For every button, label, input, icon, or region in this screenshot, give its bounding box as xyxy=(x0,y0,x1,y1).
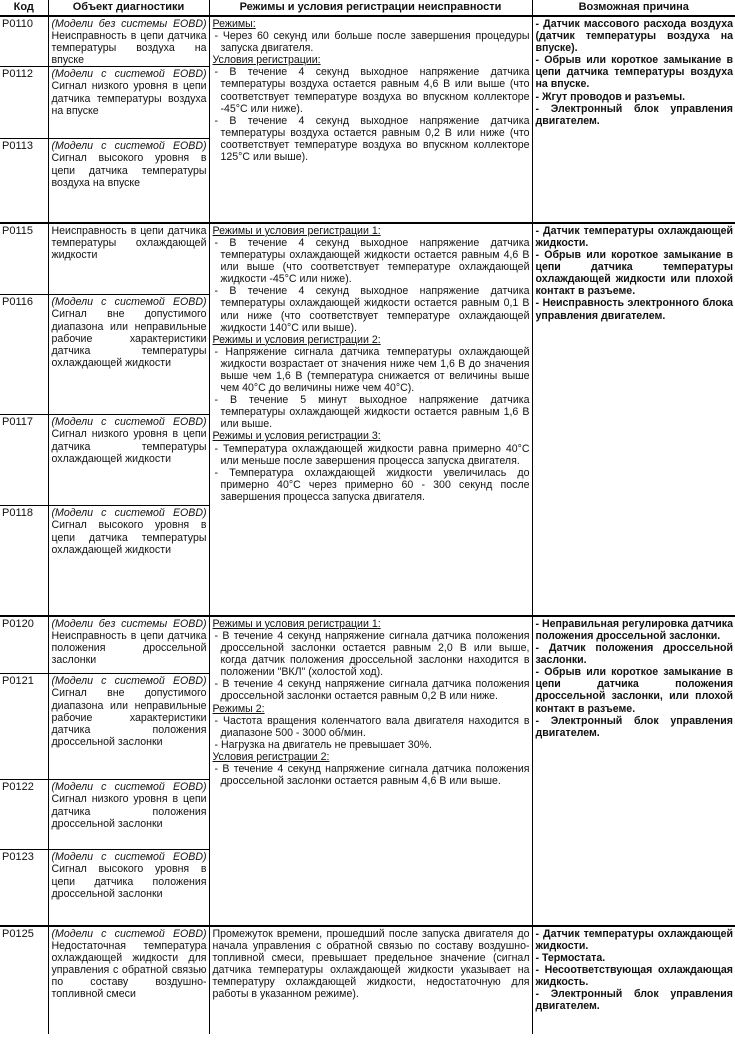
header-code: Код xyxy=(0,0,48,16)
object-text: Неисправность в цепи датчика температуры воздуха на впуске xyxy=(51,30,207,67)
object-cell xyxy=(48,926,209,1034)
table-row xyxy=(0,616,735,674)
object-text: Сигнал низкого уровня в цепи датчика положения дроссельной заслонки xyxy=(51,793,207,830)
code-cell: P0125 xyxy=(0,926,48,1034)
model-note: (Модели с системой EOBD) xyxy=(51,296,207,309)
condition-title: Режимы 2: xyxy=(212,702,265,715)
cause-item: - Датчик температуры охлаждающей жидкости. xyxy=(535,927,733,952)
cause-item: - Датчик температуры охлаждающей жидкости. xyxy=(535,224,733,249)
code-cell: P0120 xyxy=(0,616,48,674)
cause-cell xyxy=(532,16,735,223)
object-text: Сигнал вне допустимого диапазона или неправильные рабочие характеристики датчика положения дроссельной заслонки xyxy=(51,687,207,748)
code-cell: P0110 xyxy=(0,16,48,67)
model-note: (Модели с системой EOBD) xyxy=(51,675,207,688)
cause-item: - Несоответствующая охлаждающая жидкость. xyxy=(535,964,733,989)
condition-item: - Напряжение сигнала датчика температуры охлаждающей жидкости возрастает от значения ниже чем 1,6 В до значения выше чем 1,6 В (температура снижается от величины выше чем 40°С до величины ниже чем 40°С). xyxy=(214,345,530,395)
object-cell xyxy=(48,780,209,850)
condition-title: Условия регистрации: xyxy=(212,54,321,67)
condition-title: Условия регистрации 2: xyxy=(212,750,330,763)
model-note: (Модели без системы EOBD) xyxy=(51,18,207,30)
object-text: Сигнал высокого уровня в цепи датчика температуры воздуха на впуске xyxy=(51,152,207,189)
condition-title: Режимы и условия регистрации 3: xyxy=(212,430,381,443)
cause-cell xyxy=(532,926,735,1034)
cause-item: - Электронный блок управления двигателем. xyxy=(535,714,733,739)
object-text: Сигнал высокого уровня в цепи датчика температуры охлаждающей жидкости xyxy=(51,519,207,556)
object-cell xyxy=(48,67,209,139)
condition-item: - Температура охлаждающей жидкости равна примерно 40°С или меньше после завершения процесса запуска двигателя. xyxy=(214,442,530,467)
object-cell xyxy=(48,616,209,674)
cause-item: - Электронный блок управления двигателем. xyxy=(535,988,733,1013)
cause-item: - Электронный блок управления двигателем. xyxy=(535,102,733,127)
object-text: Неисправность в цепи датчика температуры охлаждающей жидкости xyxy=(51,224,207,262)
conditions-cell xyxy=(209,223,532,616)
code-cell: P0116 xyxy=(0,295,48,415)
code-cell: P0123 xyxy=(0,850,48,926)
condition-title: Режимы и условия регистрации 1: xyxy=(212,224,381,237)
condition-item: - В течение 4 секунд напряжение сигнала датчика положения дроссельной заслонки остается равным 2,0 В или выше, когда датчик положения дроссельной заслонки находится в положении "ВКЛ" (холостой ход). xyxy=(214,629,530,679)
cause-item: - Неправильная регулировка датчика положения дроссельной заслонки. xyxy=(535,617,733,642)
object-text: Неисправность в цепи датчика положения дроссельной заслонки xyxy=(51,629,207,667)
model-note: (Модели с системой EOBD) xyxy=(51,781,207,794)
object-text: Сигнал низкого уровня в цепи датчика температуры воздуха на впуске xyxy=(51,80,207,117)
cause-item: - Обрыв или короткое замыкание в цепи датчика положения дроссельной заслонки, или плохой контакт в разъеме. xyxy=(535,666,733,715)
conditions-cell xyxy=(209,16,532,223)
object-cell xyxy=(48,295,209,415)
condition-text: Промежуток времени, прошедший после запуска двигателя до начала управления с обратной связью по составу воздушно-топливной смеси, превышает предельное значение (сигнал датчика температуры охлаждающей жидкости указывает на температуру охлаждающей жидкости, недостаточную для работы в указанном режиме). xyxy=(212,927,530,1001)
conditions-cell xyxy=(209,616,532,926)
object-cell xyxy=(48,139,209,223)
object-text: Сигнал высокого уровня в цепи датчика положения дроссельной заслонки xyxy=(51,863,207,900)
table-row xyxy=(0,223,735,295)
cause-item: - Неисправность электронного блока управления двигателем. xyxy=(535,297,733,322)
code-cell: P0122 xyxy=(0,780,48,850)
conditions-cell xyxy=(209,926,532,1034)
condition-item: - В течение 4 секунд выходное напряжение датчика температуры воздуха остается равным 0,2 В или ниже (что соответствует температуре воздуха во впускном коллекторе 125°С или выше). xyxy=(214,114,530,164)
header-conditions: Режимы и условия регистрации неисправности xyxy=(209,0,532,16)
object-cell xyxy=(48,850,209,926)
code-cell: P0112 xyxy=(0,67,48,139)
code-cell: P0118 xyxy=(0,506,48,616)
condition-item: - В течение 4 секунд выходное напряжение датчика температуры охлаждающей жидкости остается равным 4,6 В или выше (что соответствует температуре охлаждающей жидкости -45°С или ниже). xyxy=(214,236,530,286)
condition-item: - В течение 5 минут выходное напряжение датчика температуры охлаждающей жидкости остается равным 1,6 В или выше. xyxy=(214,394,530,431)
object-text: Сигнал вне допустимого диапазона или неправильные рабочие характеристики датчика температуры охлаждающей жидкости xyxy=(51,308,207,369)
cause-item: - Термостата. xyxy=(535,952,606,965)
condition-item: - Через 60 секунд или больше после завершения процедуры запуска двигателя. xyxy=(214,30,530,55)
condition-item: - В течение 4 секунд выходное напряжение датчика температуры охлаждающей жидкости остается равным 0,1 В или ниже (что соответствует температуре охлаждающей жидкости 140°С или выше). xyxy=(214,285,530,334)
object-cell xyxy=(48,674,209,780)
model-note: (Модели с системой EOBD) xyxy=(51,140,207,153)
cause-item: - Обрыв или короткое замыкание в цепи датчика температуры охлаждающей жидкости или плохой контакт в разъеме. xyxy=(535,249,733,298)
model-note: (Модели с системой EOBD) xyxy=(51,507,207,520)
table-row xyxy=(0,926,735,1034)
object-cell xyxy=(48,16,209,67)
model-note: (Модели с системой EOBD) xyxy=(51,851,207,864)
object-text: Недостаточная температура охлаждающей жидкости для управления с обратной связью по составу воздушно-топливной смеси xyxy=(51,939,207,1001)
model-note: (Модели с системой EOBD) xyxy=(51,68,207,81)
code-cell: P0117 xyxy=(0,415,48,506)
table-header-row xyxy=(0,0,735,16)
object-text: Сигнал низкого уровня в цепи датчика температуры охлаждающей жидкости xyxy=(51,428,207,465)
cause-cell xyxy=(532,223,735,616)
condition-item: - Нагрузка на двигатель не превышает 30%. xyxy=(214,738,432,751)
code-cell: P0115 xyxy=(0,223,48,295)
condition-item: - Частота вращения коленчатого вала двигателя находится в диапазоне 500 - 3000 об/мин. xyxy=(214,714,530,739)
cause-item: - Датчик массового расхода воздуха (датчик температуры воздуха на впуске). xyxy=(535,18,733,55)
object-cell xyxy=(48,223,209,295)
condition-item: - В течение 4 секунд выходное напряжение датчика температуры воздуха остается равным 4,6 В или выше (что соответствует температуре воздуха во впускном коллекторе -45°С или ниже). xyxy=(214,66,530,115)
condition-title: Режимы: xyxy=(212,18,256,30)
cause-item: - Датчик положения дроссельной заслонки. xyxy=(535,642,733,667)
code-cell: P0113 xyxy=(0,139,48,223)
model-note: (Модели с системой EOBD) xyxy=(51,927,207,940)
condition-item: - В течение 4 секунд напряжение сигнала датчика положения дроссельной заслонки остается равным 4,6 В или выше. xyxy=(214,763,530,788)
condition-title: Режимы и условия регистрации 2: xyxy=(212,333,381,346)
condition-item: - Температура охлаждающей жидкости увеличилась до примерно 40°С через примерно 60 - 300 секунд после завершения процесса запуска двигателя. xyxy=(214,466,530,503)
object-cell xyxy=(48,415,209,506)
model-note: (Модели без системы EOBD) xyxy=(51,617,207,630)
header-object: Объект диагностики xyxy=(48,0,209,16)
condition-title: Режимы и условия регистрации 1: xyxy=(212,617,381,630)
model-note: (Модели с системой EOBD) xyxy=(51,416,207,429)
condition-item: - В течение 4 секунд напряжение сигнала датчика положения дроссельной заслонки остается равным 0,2 В или ниже. xyxy=(214,678,530,703)
cause-item: - Обрыв или короткое замыкание в цепи датчика температуры воздуха на впуске. xyxy=(535,54,733,91)
header-cause: Возможная причина xyxy=(532,0,735,16)
cause-item: - Жгут проводов и разъемы. xyxy=(535,90,686,103)
cause-cell xyxy=(532,616,735,926)
code-cell: P0121 xyxy=(0,674,48,780)
object-cell xyxy=(48,506,209,616)
table-row xyxy=(0,16,735,67)
